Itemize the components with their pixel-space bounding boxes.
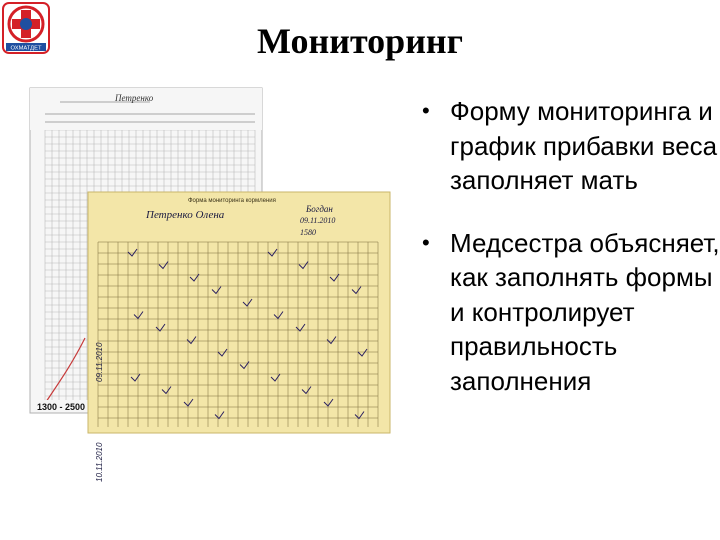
form-date: 09.11.2010 xyxy=(300,216,336,225)
bullet-list xyxy=(420,94,720,398)
bullet-dot: • xyxy=(422,98,430,123)
slide-title: Мониторинг xyxy=(256,21,464,61)
form-mother-name: Петренко Олена xyxy=(146,209,225,221)
form-weight: 1580 xyxy=(300,228,316,237)
form-child-name: Богдан xyxy=(306,204,333,214)
bullet-dot: • xyxy=(422,229,430,255)
growth-chart-name: Петренко xyxy=(115,93,154,103)
bullet-text: Медсестра объясняет, как заполнять формы и контролирует правильность заполнения xyxy=(450,227,720,396)
bullet-item xyxy=(420,94,720,198)
bullet-item xyxy=(420,226,720,399)
form-side-date-2: 10.11.2010 xyxy=(95,442,104,482)
bullet-text: Форму мониторинга и график прибавки веса заполняет мать xyxy=(450,96,718,195)
form-side-date-1: 09.11.2010 xyxy=(95,342,104,382)
monitoring-forms-photo xyxy=(30,88,390,482)
growth-chart-range-label: 1300 - 2500 xyxy=(37,402,86,412)
form-title: Форма мониторинга кормления xyxy=(188,198,276,204)
monitoring-form-sheet xyxy=(88,192,390,482)
logo-text: ОХМАТДЕТ xyxy=(10,45,42,52)
